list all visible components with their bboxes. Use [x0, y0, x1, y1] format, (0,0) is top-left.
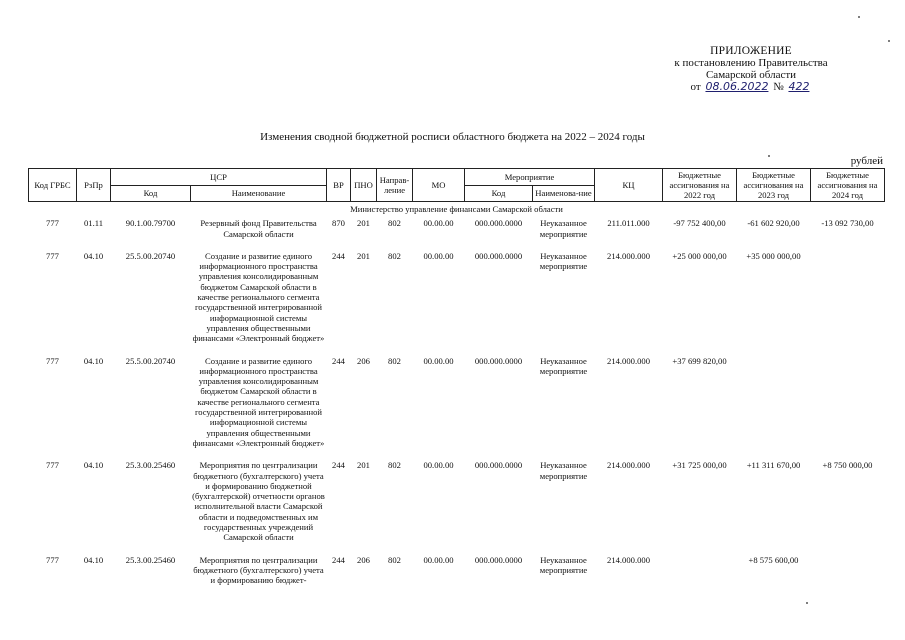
- cell-event-name: Неуказанное мероприятие: [539, 250, 588, 272]
- cell-kc: 214.000.000: [607, 355, 650, 366]
- cell-direction: 802: [388, 355, 401, 366]
- header-rzpr: РзПр: [77, 169, 111, 202]
- cell-alloc-2023: +35 000 000,00: [746, 250, 801, 261]
- cell-vr: 244: [332, 460, 345, 471]
- header-alloc-2023: Бюджетные ассигнования на 2023 год: [737, 169, 811, 202]
- cell-pno: 206: [357, 554, 370, 565]
- cell-alloc-2022: +31 725 000,00: [672, 460, 727, 471]
- header-kc: КЦ: [595, 169, 663, 202]
- cell-direction: 802: [388, 250, 401, 261]
- cell-alloc-2023: [737, 352, 811, 449]
- cell-alloc-2023: +8 575 600,00: [748, 554, 799, 565]
- table-row: [29, 214, 885, 239]
- date-prefix: от: [690, 81, 701, 93]
- cell-mo: 00.00.00: [423, 250, 454, 261]
- header-event: Мероприятие: [465, 169, 595, 186]
- spacer-cell: [29, 344, 885, 352]
- number-prefix: №: [773, 81, 784, 93]
- cell-csr-name: Мероприятия по централизации бюджетного (бухгалтерского) учета и формированию бюджет-: [193, 554, 324, 586]
- header-vr: ВР: [327, 169, 351, 202]
- cell-alloc-2022: -97 752 400,00: [673, 218, 726, 229]
- cell-vr: 244: [332, 554, 345, 565]
- appendix-block: [641, 45, 861, 93]
- header-event-code: Код: [465, 185, 533, 202]
- cell-grbs: 777: [46, 460, 59, 471]
- spacer-cell: [29, 239, 885, 247]
- row-spacer: [29, 543, 885, 551]
- cell-grbs: 777: [46, 218, 59, 229]
- cell-csr-code: 25.3.00.25460: [125, 460, 176, 471]
- cell-alloc-2024: [811, 551, 885, 586]
- header-alloc-2024: Бюджетные ассигнования на 2024 год: [811, 169, 885, 202]
- currency-unit: рублей: [850, 155, 883, 167]
- header-grbs: Код ГРБС: [29, 169, 77, 202]
- order-date-line: [691, 81, 812, 93]
- header-pno: ПНО: [351, 169, 377, 202]
- cell-alloc-2024: [811, 247, 885, 344]
- cell-pno: 201: [357, 218, 370, 229]
- cell-direction: 802: [388, 460, 401, 471]
- cell-alloc-2022: [663, 551, 737, 586]
- cell-direction: 802: [388, 218, 401, 229]
- cell-alloc-2024: +8 750 000,00: [822, 460, 873, 471]
- cell-event-code: 000.000.0000: [474, 250, 523, 261]
- cell-alloc-2022: +25 000 000,00: [672, 250, 727, 261]
- cell-pno: 201: [357, 250, 370, 261]
- scan-speck: [806, 602, 808, 604]
- cell-alloc-2024: [811, 352, 885, 449]
- table-row: [29, 456, 885, 542]
- cell-mo: 00.00.00: [423, 554, 454, 565]
- cell-pno: 201: [357, 460, 370, 471]
- cell-grbs: 777: [46, 355, 59, 366]
- cell-rzpr: 04.10: [83, 250, 104, 261]
- row-spacer: [29, 239, 885, 247]
- cell-event-name: Неуказанное мероприятие: [539, 355, 588, 376]
- ministry-name: Министерство управление финансами Самарской области: [350, 204, 563, 214]
- cell-event-name: Неуказанное мероприятие: [539, 554, 588, 575]
- header-csr: ЦСР: [111, 169, 327, 186]
- cell-event-name: Неуказанное мероприятие: [539, 460, 588, 481]
- cell-grbs: 777: [46, 250, 59, 261]
- row-spacer: [29, 344, 885, 352]
- cell-rzpr: 04.10: [83, 355, 104, 366]
- cell-csr-name: Мероприятия по централизации бюджетного (бухгалтерского) учета и формированию бюджетной (бухгалтерской) отчетности органов исполнительной власти Самарской области и подведомственных им государственных учреждений Самарской области: [192, 460, 325, 543]
- cell-vr: 244: [332, 250, 345, 261]
- cell-grbs: 777: [46, 554, 59, 565]
- cell-csr-name: Резервный фонд Правительства Самарской области: [200, 218, 317, 239]
- table-row: [29, 551, 885, 586]
- appendix-title: ПРИЛОЖЕНИЕ: [710, 45, 792, 57]
- cell-mo: 00.00.00: [423, 355, 454, 366]
- cell-event-name: Неуказанное мероприятие: [539, 218, 588, 239]
- document-title: Изменения сводной бюджетной росписи областного бюджета на 2022 – 2024 годы: [260, 131, 645, 143]
- cell-event-code: 000.000.0000: [474, 460, 523, 471]
- cell-alloc-2024: -13 092 730,00: [821, 218, 874, 229]
- cell-direction: 802: [388, 554, 401, 565]
- cell-rzpr: 04.10: [83, 554, 104, 565]
- cell-vr: 870: [332, 218, 345, 229]
- cell-event-code: 000.000.0000: [474, 218, 523, 229]
- handwritten-date: 08.06.2022: [705, 80, 769, 93]
- scan-speck: [858, 16, 860, 18]
- appendix-line-2: Самарской области: [705, 69, 797, 81]
- scan-speck: [768, 155, 770, 157]
- appendix-line-1: к постановлению Правительства: [674, 57, 828, 69]
- cell-csr-code: 25.3.00.25460: [125, 554, 176, 565]
- row-spacer: [29, 448, 885, 456]
- cell-csr-code: 25.5.00.20740: [125, 355, 176, 366]
- cell-vr: 244: [332, 355, 345, 366]
- cell-kc: 214.000.000: [607, 460, 650, 471]
- cell-mo: 00.00.00: [423, 218, 454, 229]
- cell-event-code: 000.000.0000: [474, 554, 523, 565]
- header-csr-name: Наименование: [191, 185, 327, 202]
- cell-kc: 214.000.000: [607, 250, 650, 261]
- header-mo: МО: [413, 169, 465, 202]
- table-row: [29, 352, 885, 449]
- cell-rzpr: 01.11: [83, 218, 104, 229]
- cell-pno: 206: [357, 355, 370, 366]
- header-row-1: [29, 169, 885, 186]
- cell-event-code: 000.000.0000: [474, 355, 523, 366]
- cell-kc: 214.000.000: [607, 554, 650, 565]
- cell-kc: 211.011.000: [607, 218, 650, 229]
- table-row: [29, 247, 885, 344]
- budget-changes-table: [28, 168, 885, 586]
- scan-speck: [888, 40, 890, 42]
- header-alloc-2022: Бюджетные ассигнования на 2022 год: [663, 169, 737, 202]
- cell-csr-code: 25.5.00.20740: [125, 250, 176, 261]
- header-event-name: Наименова-ние: [533, 185, 595, 202]
- ministry-row: [29, 202, 885, 215]
- cell-alloc-2022: +37 699 820,00: [672, 355, 727, 366]
- cell-alloc-2023: -61 602 920,00: [747, 218, 800, 229]
- cell-csr-name: Создание и развитие единого информационного пространства управления консолидированным бюджетом Самарской области в качестве регионального сегмента государственной интегрированной информационной системы управления общественными финансами «Электронный бюджет»: [192, 355, 325, 448]
- handwritten-number: 422: [788, 80, 810, 93]
- header-csr-code: Код: [111, 185, 191, 202]
- cell-csr-name: Создание и развитие единого информационного пространства управления консолидированным бюджетом Самарской области в качестве регионального сегмента государственной интегрированной информационной системы управления общественными финансами «Электронный бюджет»: [192, 250, 325, 344]
- cell-alloc-2023: +11 311 670,00: [746, 460, 801, 471]
- spacer-cell: [29, 543, 885, 551]
- cell-rzpr: 04.10: [83, 460, 104, 471]
- spacer-cell: [29, 448, 885, 456]
- cell-mo: 00.00.00: [423, 460, 454, 471]
- cell-csr-code: 90.1.00.79700: [125, 218, 176, 229]
- header-direction: Направ-ление: [377, 169, 413, 202]
